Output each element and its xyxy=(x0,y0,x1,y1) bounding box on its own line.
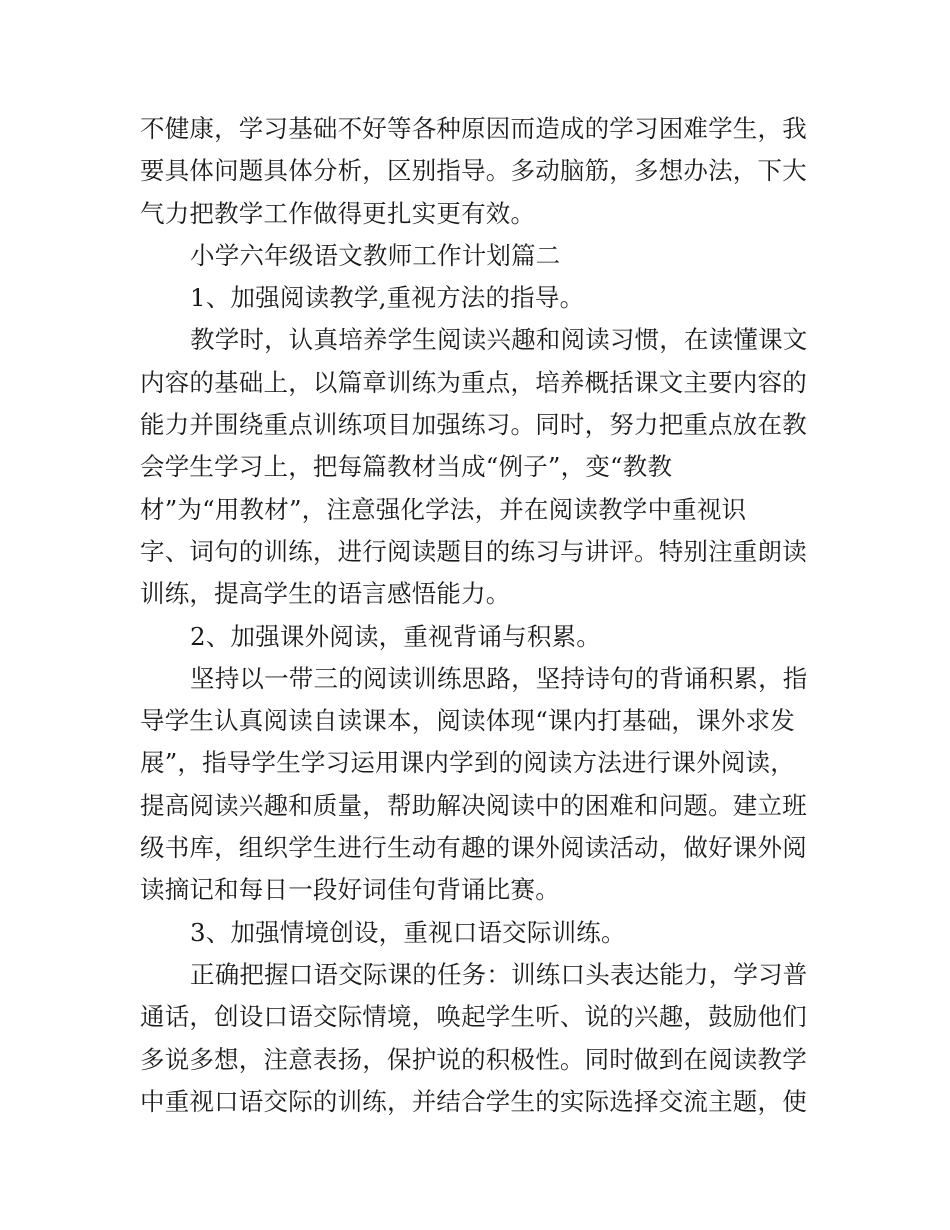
text-line: 不健康，学习基础不好等各种原因而造成的学习困难学生，我 xyxy=(140,114,807,143)
text-line: 训练，提高学生的语言感悟能力。 xyxy=(140,579,511,609)
text-line: 提高阅读兴趣和质量，帮助解决阅读中的困难和问题。建立班 xyxy=(140,790,807,820)
text-line: 1、加强阅读教学,重视方法的指导。 xyxy=(190,283,585,313)
text-line: 材”为“用教材”，注意强化学法，并在阅读教学中重视识 xyxy=(140,494,747,524)
text-line: 会学生学习上，把每篇教材当成“例子”，变“教教 xyxy=(140,452,673,482)
text-line: 级书库，组织学生进行生动有趣的课外阅读活动，做好课外阅 xyxy=(140,833,807,863)
text-line: 正确把握口语交际课的任务：训练口头表达能力，学习普 xyxy=(190,959,808,989)
text-line: 展”，指导学生学习运用课内学到的阅读方法进行课外阅读， xyxy=(140,748,795,778)
text-line: 小学六年级语文教师工作计划篇二 xyxy=(190,240,561,270)
text-line: 导学生认真阅读自读课本，阅读体现“课内打基础，课外求发 xyxy=(140,706,795,736)
document-body xyxy=(140,108,820,1123)
text-line: 要具体问题具体分析，区别指导。多动脑筋，多想办法，下大 xyxy=(140,156,807,186)
text-line: 坚持以一带三的阅读训练思路，坚持诗句的背诵积累，指 xyxy=(190,663,808,693)
text-line: 内容的基础上，以篇章训练为重点，培养概括课文主要内容的 xyxy=(140,367,807,397)
text-line: 中重视口语交际的训练，并结合学生的实际选择交流主题，使 xyxy=(140,1086,807,1116)
text-line: 教学时，认真培养学生阅读兴趣和阅读习惯，在读懂课文 xyxy=(190,325,808,355)
text-line: 字、词句的训练，进行阅读题目的练习与讲评。特别注重朗读 xyxy=(140,536,807,566)
text-line: 通话，创设口语交际情境，唤起学生听、说的兴趣，鼓励他们 xyxy=(140,1002,807,1032)
text-line: 多说多想，注意表扬，保护说的积极性。同时做到在阅读教学 xyxy=(140,1044,807,1074)
text-line: 2、加强课外阅读，重视背诵与积累。 xyxy=(190,621,601,651)
text-line: 3、加强情境创设，重视口语交际训练。 xyxy=(190,917,626,947)
text-line: 读摘记和每日一段好词佳句背诵比赛。 xyxy=(140,875,560,905)
text-line: 能力并围绕重点训练项目加强练习。同时，努力把重点放在教 xyxy=(140,410,807,440)
text-line: 气力把教学工作做得更扎实更有效。 xyxy=(140,198,536,228)
